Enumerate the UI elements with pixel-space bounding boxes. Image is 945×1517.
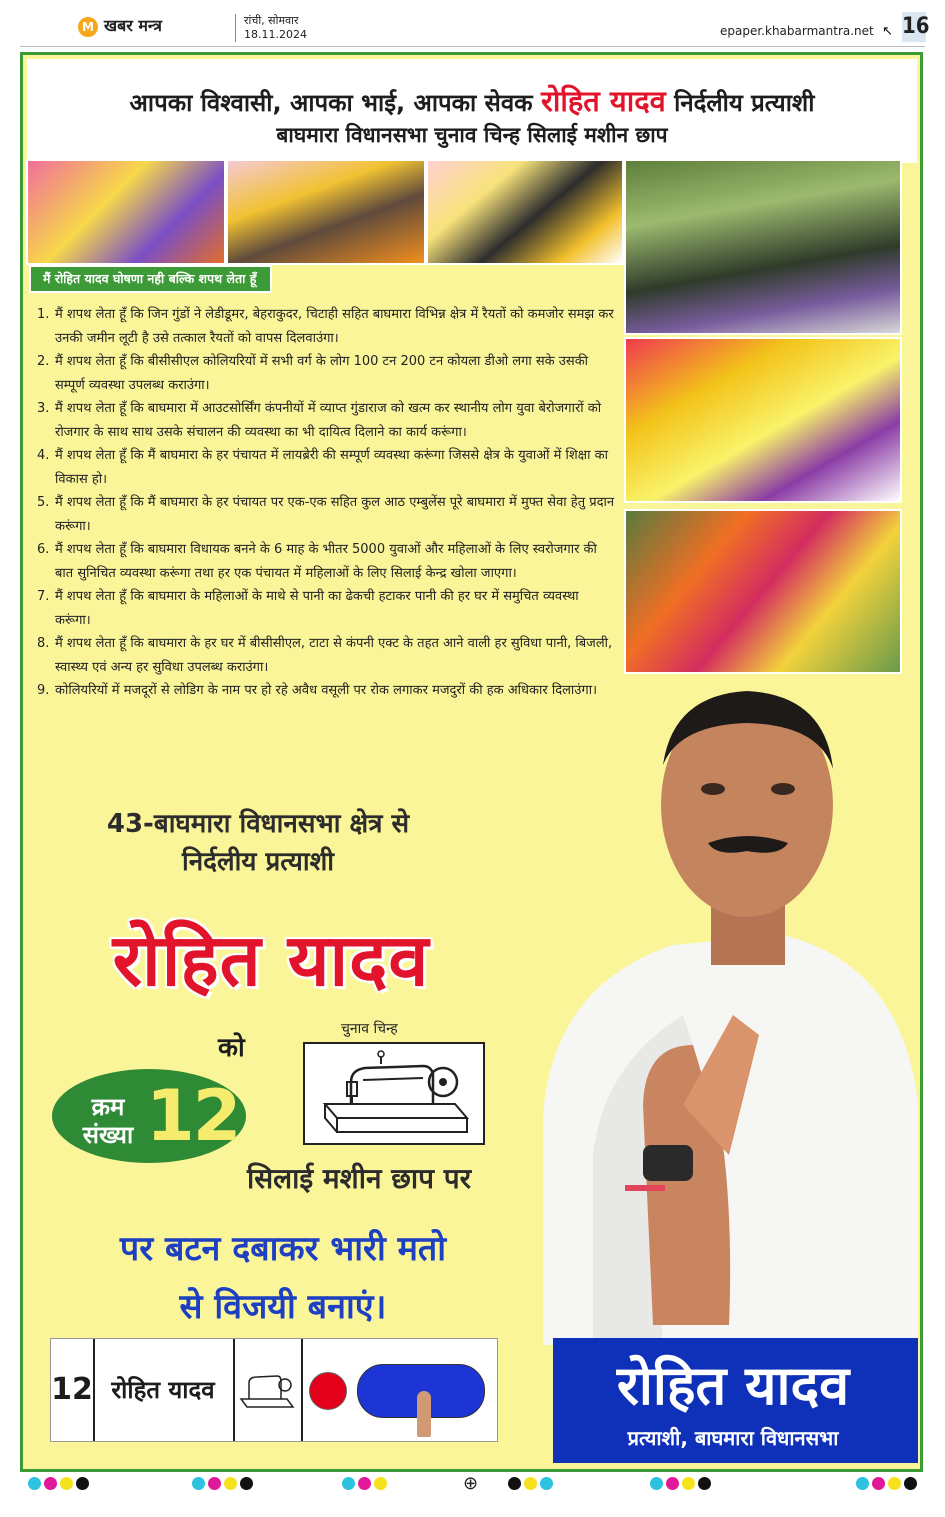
panel-candidate-name: रोहित यादव xyxy=(616,1354,850,1417)
page-header xyxy=(20,10,930,47)
registration-dot xyxy=(904,1477,917,1490)
oath-number: 6. xyxy=(37,542,50,557)
oath-item xyxy=(37,303,617,350)
ad-heading-line2: बाघमारा विधानसभा चुनाव चिन्ह सिलाई मशीन छाप xyxy=(276,123,668,147)
oath-number: 5. xyxy=(37,495,50,510)
oath-item xyxy=(37,679,617,703)
registration-dot xyxy=(508,1477,521,1490)
heading-candidate-name: रोहित यादव xyxy=(540,84,666,118)
sewing-machine-icon xyxy=(233,1339,299,1441)
symbol-caption: चुनाव चिन्ह xyxy=(341,1021,398,1037)
registration-dot xyxy=(358,1477,371,1490)
oath-text: मैं शपथ लेता हूँ कि मैं बाघमारा के हर पंचायत में लायब्रेरी की सम्पूर्ण व्यवस्था करूंगा जिससे क्षेत्र के युवाओं में शिक्षा का विकास हो। xyxy=(55,448,608,487)
candidate-portrait xyxy=(533,685,918,1345)
page-number: 16 xyxy=(902,12,926,42)
serial-label: क्रम संख्या xyxy=(82,1093,134,1149)
campaign-photo-crowd xyxy=(624,509,902,674)
registration-dot xyxy=(650,1477,663,1490)
oath-item xyxy=(37,444,617,491)
registration-dot xyxy=(666,1477,679,1490)
oath-number: 3. xyxy=(37,401,50,416)
registration-dot xyxy=(698,1477,711,1490)
campaign-photo-stage xyxy=(624,337,902,503)
city-day: रांची, सोमवार xyxy=(244,14,299,27)
registration-dot xyxy=(208,1477,221,1490)
registration-dot xyxy=(374,1477,387,1490)
cta-line1: पर बटन दबाकर भारी मतो xyxy=(119,1229,447,1269)
oath-number: 9. xyxy=(37,683,50,698)
oath-item xyxy=(37,350,617,397)
serial-number: 12 xyxy=(146,1075,240,1157)
registration-dot xyxy=(240,1477,253,1490)
heading-prefix: आपका विश्वासी, आपका भाई, आपका सेवक xyxy=(129,89,533,117)
oath-text: मैं शपथ लेता हूँ कि मैं बाघमारा के हर पंचायत पर एक-एक सहित कुल आठ एम्बुलेंस पूरे बाघमारा में मुफ्त सेवा हेतु प्रदान करूंगा। xyxy=(55,495,615,534)
campaign-photo-rally xyxy=(624,159,902,335)
oath-item xyxy=(37,585,617,632)
oath-number: 7. xyxy=(37,589,50,604)
oath-number: 4. xyxy=(37,448,50,463)
election-advertisement xyxy=(20,52,923,1472)
registration-dot xyxy=(682,1477,695,1490)
oath-item xyxy=(37,538,617,585)
logo-mark-icon: M xyxy=(78,17,98,37)
cta-line2: से विजयी बनाएं। xyxy=(179,1287,387,1327)
panel-subtitle: प्रत्याशी, बाघमारा विधानसभा xyxy=(627,1426,839,1450)
oath-list xyxy=(37,303,617,703)
oath-text: मैं शपथ लेता हूँ कि बीसीसीएल कोलियरियों में सभी वर्ग के लोग 100 टन 200 टन कोयला डीओ लगा सके उसकी सम्पूर्ण व्यवस्था उपलब्ध कराउंगा। xyxy=(55,354,589,393)
oath-text: कोलियरियों में मजदूरों से लोडिग के नाम पर हो रहे अवैध वसूली पर रोक लगाकर मजदुरों की हक अधिकार दिलाउंगा। xyxy=(55,683,598,698)
issue-date: 18.11.2024 xyxy=(244,28,307,41)
registration-dot xyxy=(872,1477,885,1490)
oath-text: मैं शपथ लेता हूँ कि जिन गुंडों ने लेडीडूमर, बेहराकुदर, चिटाही सहित बाघमारा विभिन्न क्षेत्र में रैयतों को कमजोर समझ कर उनकी जमीन लूटी है उसे तत्काल रैयतों को वापस दिलवाउंगा। xyxy=(55,307,614,346)
constituency-line1: 43-बाघमारा विधानसभा क्षेत्र से xyxy=(106,809,410,839)
oath-text: मैं शपथ लेता हूँ कि बाघमारा के महिलाओं के माथे से पानी का ढेकची हटाकर पानी की हर घर में समुचित व्यवस्था करूंगा। xyxy=(55,589,579,628)
ad-heading-line1 xyxy=(27,81,917,120)
constituency-line2: निर्दलीय प्रत्याशी xyxy=(181,847,335,877)
epaper-url[interactable]: epaper.khabarmantra.net xyxy=(720,24,874,38)
evm-indicator-light xyxy=(309,1372,347,1410)
registration-dot xyxy=(76,1477,89,1490)
dateline xyxy=(235,14,307,42)
oath-number: 8. xyxy=(37,636,50,651)
oath-tag: मैं रोहित यादव घोषणा नही बल्कि शपथ लेता हूँ xyxy=(29,265,272,293)
registration-dot xyxy=(44,1477,57,1490)
oath-number: 2. xyxy=(37,354,50,369)
registration-dot xyxy=(856,1477,869,1490)
candidate-name-large: रोहित यादव xyxy=(112,918,430,1002)
registration-dot xyxy=(192,1477,205,1490)
ballot-number: 12 xyxy=(51,1339,95,1441)
ad-heading-band xyxy=(27,59,917,163)
registration-dot xyxy=(60,1477,73,1490)
logo-text: खबर मन्त्र xyxy=(104,16,162,35)
oath-text: मैं शपथ लेता हूँ कि बाघमारा विधायक बनने के 6 माह के भीतर 5000 युवाओं और महिलाओं के लिए स्वरोजगार की बात सुनिचित व्यवस्था करूंगा तथा हर एक पंचायत में महिलाओं के लिए सिलाई केन्द्र खोला जाएगा। xyxy=(55,542,597,581)
serial-number-badge xyxy=(52,1069,246,1163)
registration-dot xyxy=(224,1477,237,1490)
call-to-action xyxy=(23,1220,543,1336)
oath-item xyxy=(37,397,617,444)
campaign-photo-2 xyxy=(226,159,426,265)
campaign-photo-1 xyxy=(26,159,226,265)
symbol-line: सिलाई मशीन छाप पर xyxy=(247,1162,472,1195)
registration-dot xyxy=(342,1477,355,1490)
candidate-name-panel xyxy=(553,1338,918,1463)
registration-dot xyxy=(524,1477,537,1490)
registration-dot xyxy=(28,1477,41,1490)
campaign-photo-3 xyxy=(426,159,624,265)
registration-dot xyxy=(540,1477,553,1490)
constituency-block xyxy=(23,805,493,881)
ko-text: को xyxy=(218,1033,245,1063)
registration-mark-icon: ⊕ xyxy=(463,1473,479,1494)
sewing-machine-icon xyxy=(305,1044,483,1143)
oath-text: मैं शपथ लेता हूँ कि बाघमारा में आउटसोर्सिंग कंपनीयों में व्याप्त गुंडाराज को खत्म कर स्थानीय लोग युवा बेरोजगारों को रोजगार के साथ साथ उसके संचालन की व्यवस्था का भी दायित्व दिलाने का कार्य करूंगा। xyxy=(55,401,602,440)
registration-color-bar xyxy=(20,1473,925,1495)
pointing-finger-icon xyxy=(417,1391,431,1437)
oath-item xyxy=(37,632,617,679)
oath-number: 1. xyxy=(37,307,50,322)
newspaper-logo[interactable] xyxy=(78,14,162,37)
ballot-candidate-name: रोहित यादव xyxy=(93,1339,235,1441)
evm-ballot-row xyxy=(50,1338,498,1442)
oath-item xyxy=(37,491,617,538)
ballot-symbol-cell xyxy=(233,1339,303,1441)
oath-text: मैं शपथ लेता हूँ कि बाघमारा के हर घर में बीसीसीएल, टाटा से कंपनी एक्ट के तहत आने वाली हर सुविधा पानी, बिजली, स्वास्थ्य एवं अन्य हर सुविधा उपलब्ध कराउंगा। xyxy=(55,636,613,675)
registration-dot xyxy=(888,1477,901,1490)
heading-suffix: निर्दलीय प्रत्याशी xyxy=(674,89,815,117)
election-symbol-box xyxy=(303,1042,485,1145)
cursor-icon: ↖ xyxy=(882,24,893,39)
